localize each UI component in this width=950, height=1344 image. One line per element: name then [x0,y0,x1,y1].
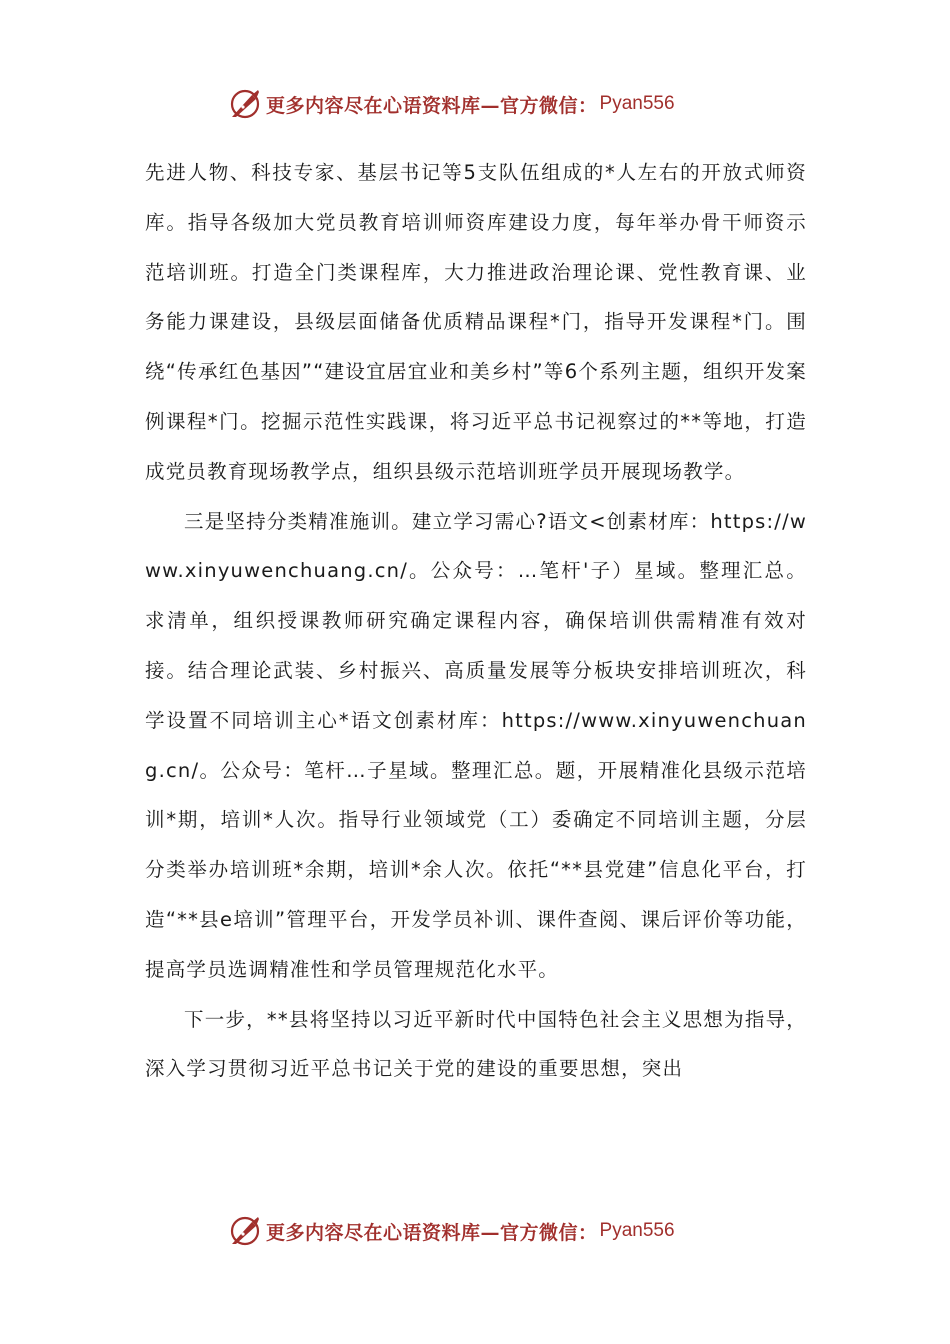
paragraph-1: 先进人物、科技专家、基层书记等5支队伍组成的*人左右的开放式师资库。指导各级加大党员教育培训师资库建设力度，每年举办骨干师资示范培训班。打造全门类课程库，大力推进政治理论课、党性教育课、业务能力课建设，县级层面储备优质精品课程*门，指导开发课程*门。围绕“传承红色基因”“建设宜居宜业和美乡村”等6个系列主题，组织开发案例课程*门。挖掘示范性实践课，将习近平总书记视察过的**等地，打造成党员教育现场教学点，组织县级示范培训班学员开展现场教学。 [145,161,807,483]
pen-nib-circle-icon [228,1214,262,1248]
footer-banner [228,1211,675,1251]
banner-text: 更多内容尽在心语资料库—官方微信： [266,1221,598,1244]
banner-text: 更多内容尽在心语资料库—官方微信： [266,94,598,117]
header-banner [228,84,675,124]
paragraph-3: 下一步，**县将坚持以习近平新时代中国特色社会主义思想为指导，深入学习贯彻习近平总书记关于党的建设的重要思想，突出 [145,1007,807,1081]
pen-nib-circle-icon [228,87,262,121]
banner-wechat-id: Pyan556 [599,1220,675,1241]
banner-wechat-id: Pyan556 [599,93,675,114]
document-body [145,148,807,1094]
paragraph-2: 三是坚持分类精准施训。建立学习需心?语文<创素材库：https://www.xinyuwenchuang.cn/。公众号：…笔杆'子）星域。整理汇总。求清单，组织授课教师研究确定课程内容，确保培训供需精准有效对接。结合理论武装、乡村振兴、高质量发展等分板块安排培训班次，科学设置不同培训主心*语文创素材库：https://www.xinyuwenchuang.cn/。公众号：笔杆…子星域。整理汇总。题，开展精准化县级示范培训*期，培训*人次。指导行业领域党（工）委确定不同培训主题，分层分类举办培训班*余期，培训*余人次。依托“**县党建”信息化平台，打造“**县e培训”管理平台，开发学员补训、课件查阅、课后评价等功能，提高学员选调精准性和学员管理规范化水平。 [145,509,807,981]
